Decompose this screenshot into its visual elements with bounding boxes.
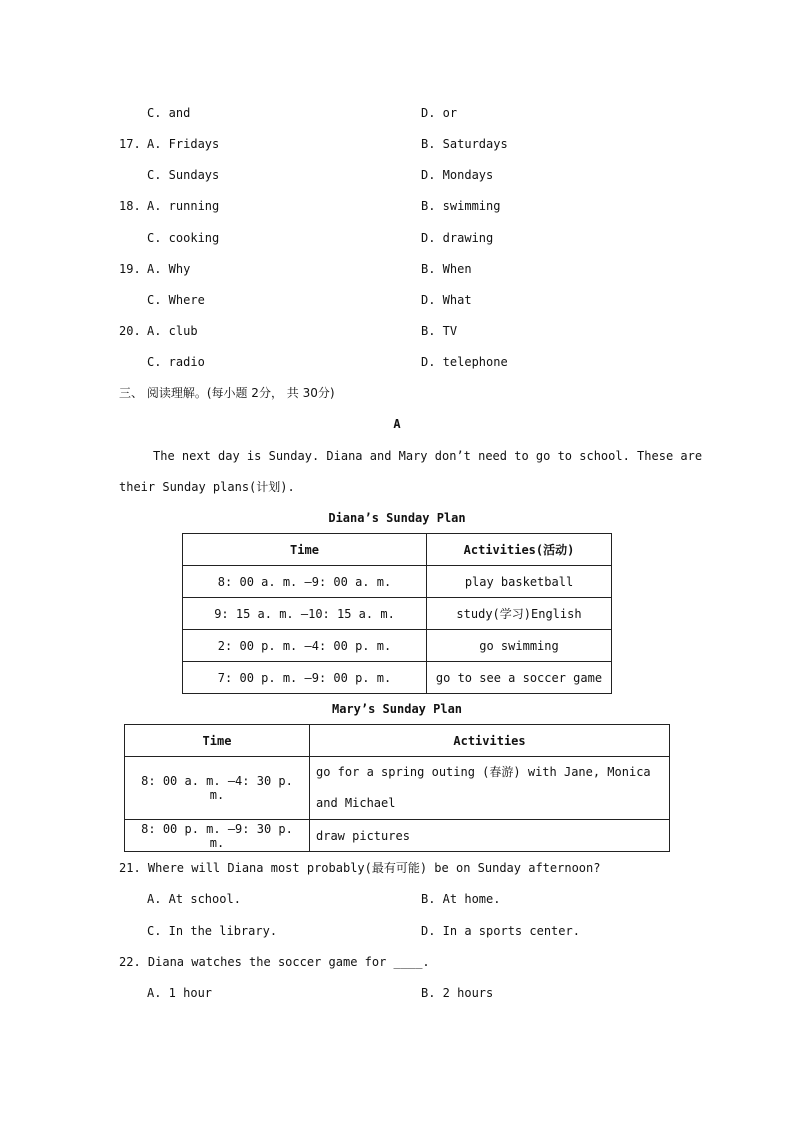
mary-header-activities: Activities <box>310 725 670 757</box>
q20-option-b: B. TV <box>421 324 458 338</box>
diana-header-activities: Activities(活动) <box>427 534 612 566</box>
passage-line-2: their Sunday plans(计划). <box>119 480 295 494</box>
mary-row-2-time: 8: 00 p. m. —9: 30 p. m. <box>125 820 310 852</box>
mary-row-2-activity: draw pictures <box>310 820 670 852</box>
diana-row-1-time: 8: 00 a. m. —9: 00 a. m. <box>183 566 427 598</box>
diana-header-time: Time <box>183 534 427 566</box>
q21-option-a: A. At school. <box>147 892 241 906</box>
q18-option-a: A. running <box>147 199 220 213</box>
mary-row-1-time: 8: 00 a. m. —4: 30 p. m. <box>125 757 310 820</box>
table-row <box>183 566 612 598</box>
q20-option-d: D. telephone <box>421 355 508 369</box>
q21-option-b: B. At home. <box>421 892 501 906</box>
q17-option-c: C. Sundays <box>147 168 220 182</box>
mary-plan-title: Mary’s Sunday Plan <box>331 702 463 716</box>
table-row <box>125 820 670 852</box>
mary-header-time: Time <box>125 725 310 757</box>
q22-stem: 22. Diana watches the soccer game for ____. <box>119 955 430 969</box>
q19-option-c: C. Where <box>147 293 205 307</box>
passage-line-1: The next day is Sunday. Diana and Mary don’t need to go to school. These are <box>153 449 703 463</box>
q18-option-c: C. cooking <box>147 231 220 245</box>
diana-row-4-time: 7: 00 p. m. —9: 00 p. m. <box>183 662 427 694</box>
diana-row-2-activity: study(学习)English <box>427 598 612 630</box>
q21-stem: 21. Where will Diana most probably(最有可能) be on Sunday afternoon? <box>119 861 601 875</box>
q21-option-c: C. In the library. <box>147 924 278 938</box>
diana-plan-title: Diana’s Sunday Plan <box>328 511 466 525</box>
q17-option-b: B. Saturdays <box>421 137 508 151</box>
q16-option-c: C. and <box>147 106 191 120</box>
q21-option-d: D. In a sports center. <box>421 924 580 938</box>
q19-option-b: B. When <box>421 262 472 276</box>
q17-option-d: D. Mondays <box>421 168 494 182</box>
diana-row-1-activity: play basketball <box>427 566 612 598</box>
q22-option-b: B. 2 hours <box>421 986 494 1000</box>
q18-option-b: B. swimming <box>421 199 501 213</box>
q20-option-c: C. radio <box>147 355 205 369</box>
q18-option-d: D. drawing <box>421 231 494 245</box>
mary-plan-table <box>124 724 670 852</box>
passage-label: A <box>393 417 401 431</box>
table-row <box>183 662 612 694</box>
q19-option-d: D. What <box>421 293 472 307</box>
q18-number: 18. <box>119 199 141 213</box>
table-row <box>183 598 612 630</box>
q16-option-d: D. or <box>421 106 458 120</box>
diana-row-3-time: 2: 00 p. m. —4: 00 p. m. <box>183 630 427 662</box>
diana-row-3-activity: go swimming <box>427 630 612 662</box>
diana-row-4-activity: go to see a soccer game <box>427 662 612 694</box>
q17-number: 17. <box>119 137 141 151</box>
section-heading: 三、 阅读理解。(每小题 2分， 共 30分) <box>119 386 335 400</box>
q20-option-a: A. club <box>147 324 198 338</box>
q19-number: 19. <box>119 262 141 276</box>
q22-option-a: A. 1 hour <box>147 986 213 1000</box>
q17-option-a: A. Fridays <box>147 137 220 151</box>
diana-row-2-time: 9: 15 a. m. —10: 15 a. m. <box>183 598 427 630</box>
diana-plan-table <box>182 533 612 694</box>
table-row <box>183 630 612 662</box>
q19-option-a: A. Why <box>147 262 191 276</box>
table-row <box>125 757 670 820</box>
q20-number: 20. <box>119 324 141 338</box>
mary-row-1-activity: go for a spring outing (春游) with Jane, Monica and Michael <box>310 757 670 820</box>
